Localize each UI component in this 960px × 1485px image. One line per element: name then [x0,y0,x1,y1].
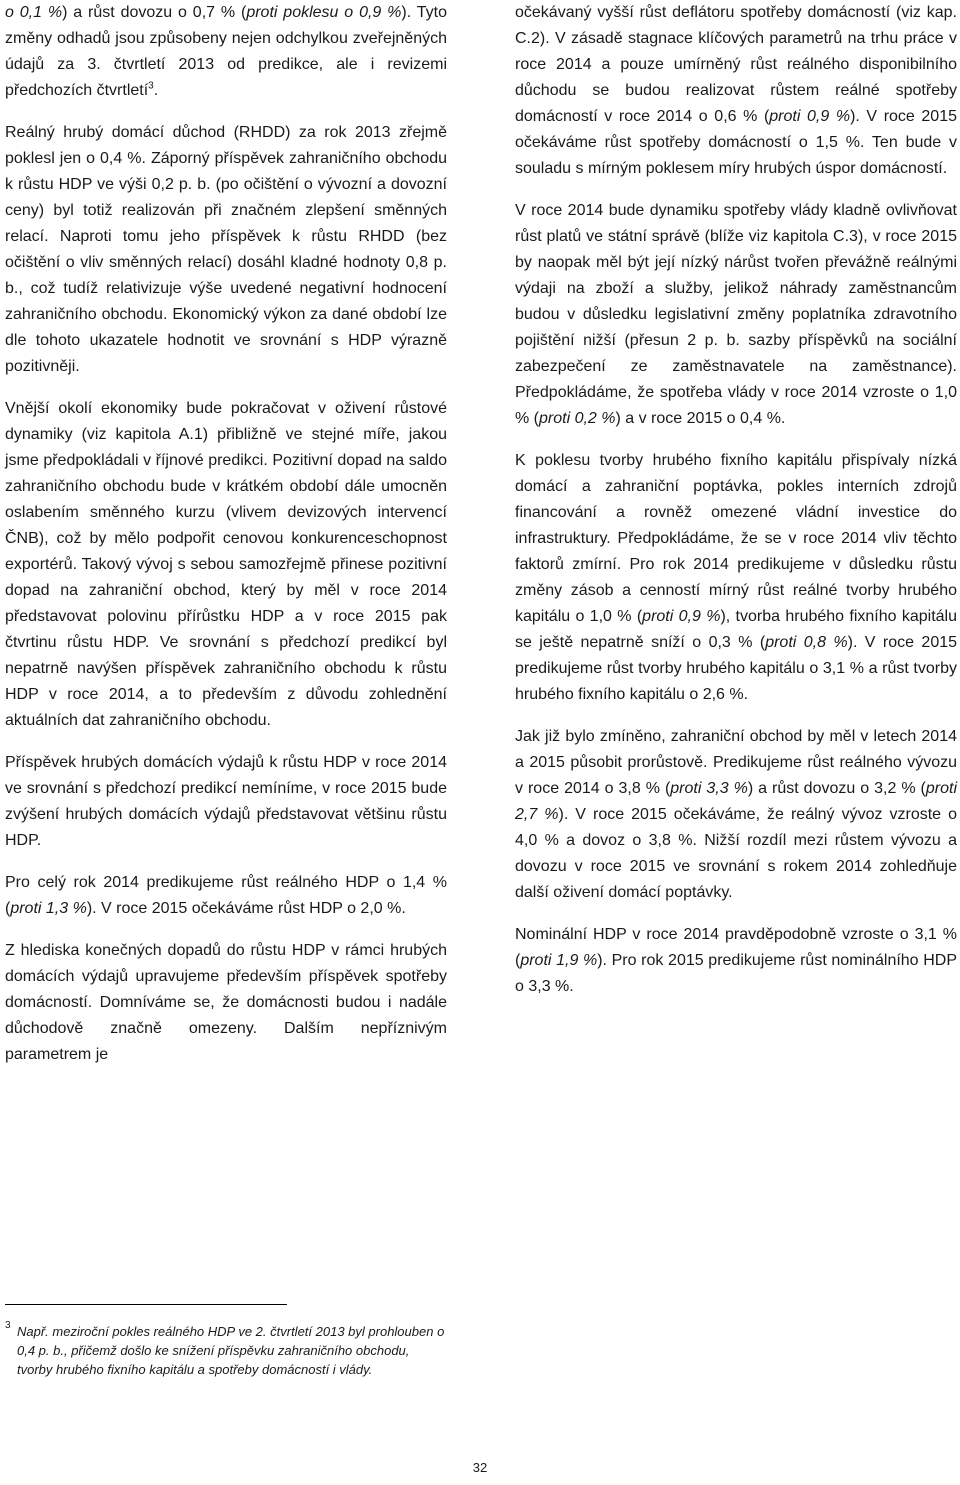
text: ) a růst dovozu o 0,7 % ( [62,4,247,21]
paragraph: Reálný hrubý domácí důchod (RHDD) za rok 2013 zřejmě poklesl jen o 0,4 %. Záporný příspěvek zahraničního obchodu k růstu HDP ve výši 0,2 p. b. (po očištění o vývozní a dovozní ceny) byl totiž realizován při značném zlepšení směnných relací. Naproti tomu jeho příspěvek k růstu RHDD (bez očištění o vliv směnných relací) dosáhl kladné hodnoty 0,8 p. b., což tudíž relativizuje výše uvedené negativní hodnocení zahraničního obchodu. Ekonomický výkon za dané období lze dle tohoto ukazatele hodnotit ve srovnání s HDP výrazně pozitivněji. [5,124,447,375]
footnote-ref: 3 [148,80,154,92]
footnote [5,1322,447,1379]
text: ). V roce 2015 predikujeme růst tvorby hrubého kapitálu o 3,1 % a růst tvorby hrubého fixního kapitálu o 2,6 %. [515,634,958,703]
text: V roce 2014 bude dynamiku spotřeby vlády kladně ovlivňovat růst platů ve státní správě (blíže viz kapitola C.3), v roce 2015 by naopak měl být její nízký nárůst tvořen převážně reálnými výdaji na zboží a služby, jelikož náhrady zaměstnancům budou v důsledku legislativní změny poplatníka zdravotního pojištění nižší (přesun 2 p. b. sazby příspěvků na sociální zabezpečení ze zaměstnavatele na zaměstnance). Předpokládáme, že spotřeba vlády v roce 2014 vzroste o 1,0 % ( [515,202,957,427]
paragraph [515,0,957,182]
italic-text: proti 0,9 % [642,608,721,625]
text: . [153,82,159,99]
text: ). Tyto změny odhadů jsou způsobeny nejen odchylkou zveřejněných údajů za 3. čtvrtletí 2013 od predikce, ale i revizemi předchozích čtvrtletí [5,4,447,99]
italic-text: proti 2,7 % [515,780,957,823]
footnote-text: Např. meziroční pokles reálného HDP ve 2. čtvrtletí 2013 byl prohlouben o 0,4 p. b., přičemž došlo ke snížení příspěvku zahraničního obchodu, tvorby hrubého fixního kapitálu a spotřeby domácností i vlády. [17,1324,445,1377]
text: očekávaný vyšší růst deflátoru spotřeby domácností (viz kap. C.2). V zásadě stagnace klíčových parametrů na trhu práce v roce 2014 a pouze umírněný růst reálného disponibilního důchodu se budou realizovat růstem reálné spotřeby domácností v roce 2014 o 0,6 % ( [515,4,957,125]
paragraph: Vnější okolí ekonomiky bude pokračovat v oživení růstové dynamiky (viz kapitola A.1) přibližně ve stejné míře, jakou jsme předpokládali v říjnové predikci. Pozitivní dopad na saldo zahraničního obchodu bude v krátkém období dále umocněn oslabením směnného kurzu (vlivem devizových intervencí ČNB), což by mělo podpořit cenovou konkurenceschopnost exportérů. Takový vývoj s sebou samozřejmě přinese pozitivní dopad na zahraniční obchod, který by měl v roce 2014 představovat polovinu přírůstku HDP a v roce 2015 pak čtvrtinu růstu HDP. Ve srovnání s předchozí predikcí byl nepatrně navýšen příspěvek zahraničního obchodu k růstu HDP v roce 2014, a to především z důvodu zohlednění aktuálních dat zahraničního obchodu. [5,400,447,729]
text: ). Pro rok 2015 predikujeme růst nominálního HDP o 3,3 %. [515,952,958,995]
page-number: 32 [472,1460,488,1475]
paragraph [5,870,447,922]
text: ). V roce 2015 očekáváme růst spotřeby domácností o 1,5 %. Ten bude v souladu s mírným poklesem míry hrubých úspor domácností. [515,108,958,177]
italic-text: proti 1,9 % [520,952,598,969]
text: ). V roce 2015 očekáváme, že reálný vývoz vzroste o 4,0 % a dovoz o 3,8 %. Nižší rozdíl mezi růstem vývozu a dovozu v roce 2015 ve srovnání s rokem 2014 zohledňuje další oživení domácí poptávky. [515,806,957,901]
footnote-mark: 3 [5,1320,11,1331]
left-column [5,0,447,1084]
italic-text: proti 0,2 % [539,410,616,427]
paragraph [515,724,957,906]
text: ) a v roce 2015 o 0,4 %. [615,410,786,427]
italic-text: proti 0,8 % [765,634,848,651]
text: K poklesu tvorby hrubého fixního kapitálu přispívaly nízká domácí a zahraniční poptávka, pokles interních zdrojů financování a rovněž omezené vládní investice do infrastruktury. Předpokládáme, že se v roce 2014 vliv těchto faktorů zmírní. Pro rok 2014 predikujeme v důsledku růstu změny zásob a cenností mírný růst reálné tvorby hrubého kapitálu o 1,0 % ( [515,452,957,625]
paragraph [515,448,957,708]
paragraph [515,922,957,1000]
italic-text: proti 3,3 % [670,780,748,797]
italic-text: proti poklesu o 0,9 % [246,4,402,21]
italic-text: proti 1,3 % [10,900,87,917]
italic-text: proti 0,9 % [769,108,851,125]
text: Nominální HDP v roce 2014 pravděpodobně vzroste o 3,1 % ( [515,926,957,969]
text: ). V roce 2015 očekáváme růst HDP o 2,0 %. [86,900,406,917]
italic-text: o 0,1 % [5,4,63,21]
paragraph [5,0,447,104]
text: ), tvorba hrubého fixního kapitálu se ještě nepatrně sníží o 0,3 % ( [515,608,958,651]
text: ) a růst dovozu o 3,2 % ( [747,780,926,797]
paragraph [515,198,957,432]
paragraph: Z hlediska konečných dopadů do růstu HDP v rámci hrubých domácích výdajů upravujeme především příspěvek spotřeby domácností. Domníváme se, že domácnosti budou i nadále důchodově značně omezeny. Dalším nepříznivým parametrem je [5,942,447,1063]
text: Pro celý rok 2014 predikujeme růst reálného HDP o 1,4 % ( [5,874,447,917]
right-column [515,0,957,1016]
paragraph: Příspěvek hrubých domácích výdajů k růstu HDP v roce 2014 ve srovnání s předchozí predikcí nemíníme, v roce 2015 bude zvýšení hrubých domácích výdajů představovat většinu růstu HDP. [5,754,447,849]
text: Jak již bylo zmíněno, zahraniční obchod by měl v letech 2014 a 2015 působit prorůstově. Predikujeme růst reálného vývozu v roce 2014 o 3,8 % ( [515,728,957,797]
footnote-separator [5,1304,287,1305]
